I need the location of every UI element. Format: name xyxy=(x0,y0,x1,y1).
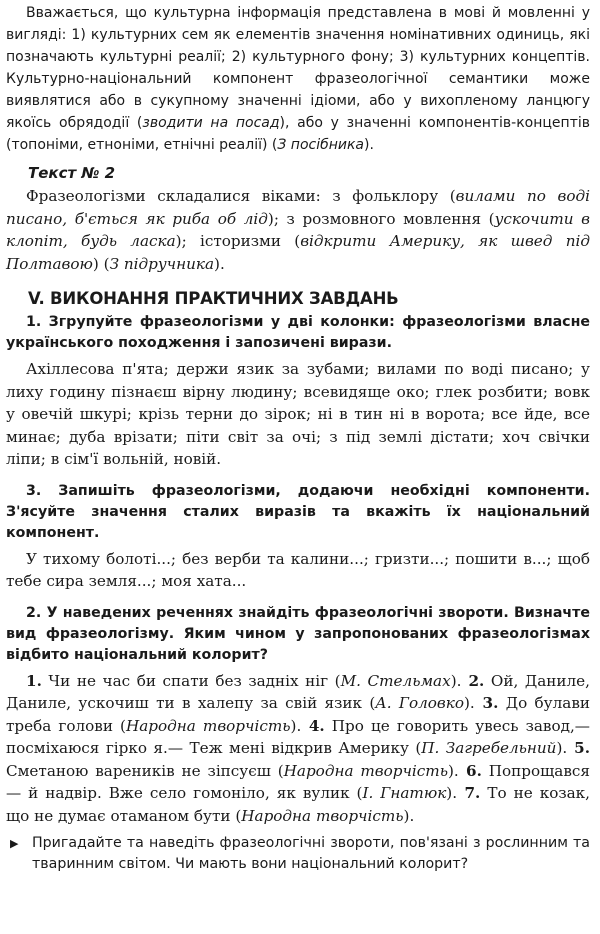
sentence-text: Чи не час би спати без задніх ніг ( xyxy=(41,671,341,690)
sentence-number: 4. xyxy=(301,716,325,735)
sentence-end: ). xyxy=(447,761,459,780)
text2-p1: Фразеологізми складалися віками: з фольклору ( xyxy=(26,187,456,205)
sentence-end: ). xyxy=(446,784,458,802)
intro-text: Вважається, що культурна інформація представлена в мові й мовленні у вигляді: 1) культурних сем як елементів значення номінативних одиниць, які позначають культурні реалії; 2) культурного фону; 3) культурних концептів. Культурно-національний компонент фразеологічної семантики може виявлятися або в сукупному значенні ідіоми, або у вихопленому ланцюгу якоїсь обрядодії ( xyxy=(6,5,590,131)
section-heading: V. ВИКОНАННЯ ПРАКТИЧНИХ ЗАВДАНЬ xyxy=(28,289,399,308)
text2-e2: ускочити в клопіт, будь ласка xyxy=(6,209,591,250)
sentence-number: 3. xyxy=(474,694,499,712)
sentence-end: ). xyxy=(463,694,475,712)
sentence-author: Народна творчість xyxy=(283,761,448,780)
sentence-number: 6. xyxy=(458,761,482,780)
sentence-text: Попрощався — й надвір. Вже село гомоніло, як вулик ( xyxy=(6,761,590,802)
sentence-author: П. Загребельний xyxy=(421,739,557,757)
text2-e1: вилами по воді писано, б'ється як риба об лід xyxy=(6,187,590,228)
sentence-end: ). xyxy=(290,716,302,735)
text2-p4: ) ( xyxy=(92,254,110,273)
sentence-end: ). xyxy=(403,806,415,825)
sentence-text: То не козак, що не думає отаманом бути ( xyxy=(6,784,590,825)
intro-paragraph xyxy=(6,2,590,156)
task1-heading: 1. Згрупуйте фразеологізми у дві колонки: фразеологізми власне українського походження і запозичені вирази. xyxy=(6,314,590,351)
task2-body xyxy=(6,670,590,828)
sentence-author: А. Головко xyxy=(375,694,464,712)
sentence-author: Народна творчість xyxy=(125,716,291,735)
sentence-end: ). xyxy=(450,671,462,690)
text2-p2: ); з розмовного мовлення ( xyxy=(267,209,495,228)
text2-e3: відкрити Америку, як швед під Полтавою xyxy=(6,232,590,273)
text2-src: З підручника xyxy=(109,254,215,273)
intro-tail: ), або у значенні компонентів-концептів (топоніми, етноніми, етнічні реалії) ( xyxy=(6,115,590,153)
question-text: Пригадайте та наведіть фразеологічні звороти, пов'язані з рослинним та тваринним світом. Чи мають вони національний колорит? xyxy=(32,835,590,872)
sentence-number: 2. xyxy=(461,671,485,690)
sentence-text: Ой, Даниле, Даниле, ускочиш ти в халепу за свій язик ( xyxy=(6,671,590,712)
intro-example: зводити на посад xyxy=(142,115,280,131)
text2-p3: ); історизми ( xyxy=(175,232,301,250)
triangle-bullet-icon: ▶ xyxy=(10,837,19,850)
text2-heading: Текст № 2 xyxy=(28,164,116,182)
sentence-text: Про це говорить увесь завод,— посміхаюся гірко я.— Теж мені відкрив Америку ( xyxy=(6,716,590,757)
task3-heading: 3. Запишіть фразеологізми, додаючи необхідні компоненти. З'ясуйте значення сталих виразів та вкажіть їх національний компонент. xyxy=(6,482,590,541)
text2-paragraph xyxy=(6,185,590,275)
sentence-number: 5. xyxy=(567,739,590,757)
sentence-number: 1. xyxy=(26,671,42,690)
intro-source: З посібника xyxy=(277,137,365,153)
task1-body: Ахіллесова п'ята; держи язик за зубами; вилами по воді писано; у лиху годину пізнаєш вірну людину; всевидяще око; глек розбити; вовк у овечій шкурі; крізь терни до зірок; ні в тин ні в ворота; все йде, все минає; дуба врізати; піти світ за очі; з під землі дістати; хоч свічки ліпи; в сім'ї вольній, новій. xyxy=(6,360,590,468)
sentence-end: ). xyxy=(556,739,568,757)
question-block xyxy=(6,833,590,875)
sentence-text: До булави треба голови ( xyxy=(6,694,590,735)
sentence-text: Сметаною вареників не зіпсуєш ( xyxy=(6,761,284,780)
task3-body: У тихому болоті...; без верби та калини...; гризти...; пошити в...; щоб тебе сира земля...; моя хата... xyxy=(6,549,590,590)
task2-heading: 2. У наведених реченнях знайдіть фразеологічні звороти. Визначте вид фразеологізму. Яким чином у запропонованих фразеологізмах відбито національний колорит? xyxy=(6,604,590,663)
text2-p5: ). xyxy=(214,254,225,273)
sentence-author: І. Гнатюк xyxy=(362,784,447,802)
intro-end: ). xyxy=(364,137,374,153)
sentence-number: 7. xyxy=(457,784,481,802)
sentence-author: М. Стельмах xyxy=(340,671,451,690)
sentence-author: Народна творчість xyxy=(241,806,404,825)
